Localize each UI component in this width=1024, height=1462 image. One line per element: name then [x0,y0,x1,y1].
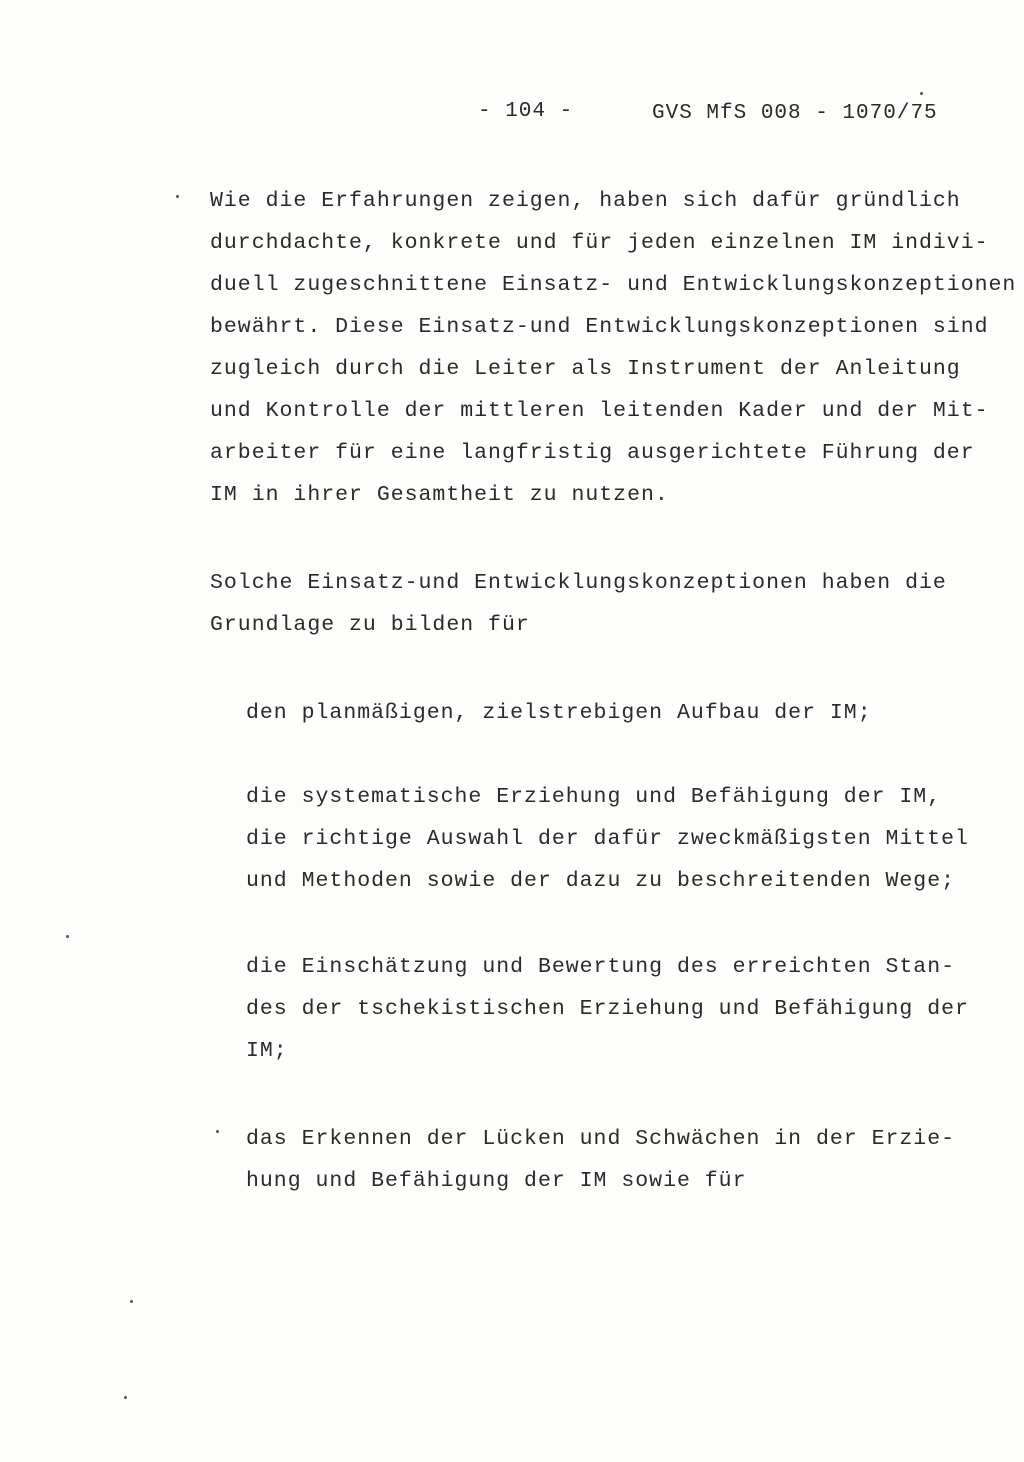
text-line: Wie die Erfahrungen zeigen, haben sich dafür gründlich [210,189,961,213]
text-line: den planmäßigen, zielstrebigen Aufbau der IM; [246,701,872,725]
paragraph-intro [210,180,1016,516]
text-line: die systematische Erziehung und Befähigung der IM, [246,785,942,809]
list-item [246,1118,955,1202]
list-item [246,776,969,902]
text-line: und Methoden sowie der dazu zu beschreitenden Wege; [246,869,956,893]
text-line: duell zugeschnittene Einsatz- und Entwicklungskonzeptionen [210,273,1017,297]
scan-speck [216,1130,219,1133]
paragraph-basis [210,562,947,646]
text-line: zugleich durch die Leiter als Instrument der Anleitung [210,357,961,381]
text-line: IM; [246,1039,288,1063]
text-line: bewährt. Diese Einsatz-und Entwicklungskonzeptionen sind [210,315,989,339]
scan-speck [176,195,179,198]
list-item [246,692,872,734]
list-item [246,946,969,1072]
text-line: arbeiter für eine langfristig ausgerichtete Führung der [210,441,975,465]
text-line: das Erkennen der Lücken und Schwächen in der Erzie- [246,1127,956,1151]
text-line: die Einschätzung und Bewertung des erreichten Stan- [246,955,956,979]
scan-speck [130,1300,133,1303]
document-id: GVS MfS 008 - 1070/75 [652,102,938,125]
page-number: - 104 - [478,100,574,123]
text-line: hung und Befähigung der IM sowie für [246,1169,747,1193]
text-line: IM in ihrer Gesamtheit zu nutzen. [210,483,669,507]
text-line: Solche Einsatz-und Entwicklungskonzeptionen haben die [210,571,947,595]
text-line: und Kontrolle der mittleren leitenden Kader und der Mit- [210,399,989,423]
text-line: Grundlage zu bilden für [210,613,530,637]
text-line: des der tschekistischen Erziehung und Befähigung der [246,997,969,1021]
scan-speck [66,935,69,938]
text-line: die richtige Auswahl der dafür zweckmäßigsten Mittel [246,827,969,851]
text-line: durchdachte, konkrete und für jeden einzelnen IM indivi- [210,231,989,255]
scan-speck [920,92,923,95]
scan-speck [124,1396,127,1399]
